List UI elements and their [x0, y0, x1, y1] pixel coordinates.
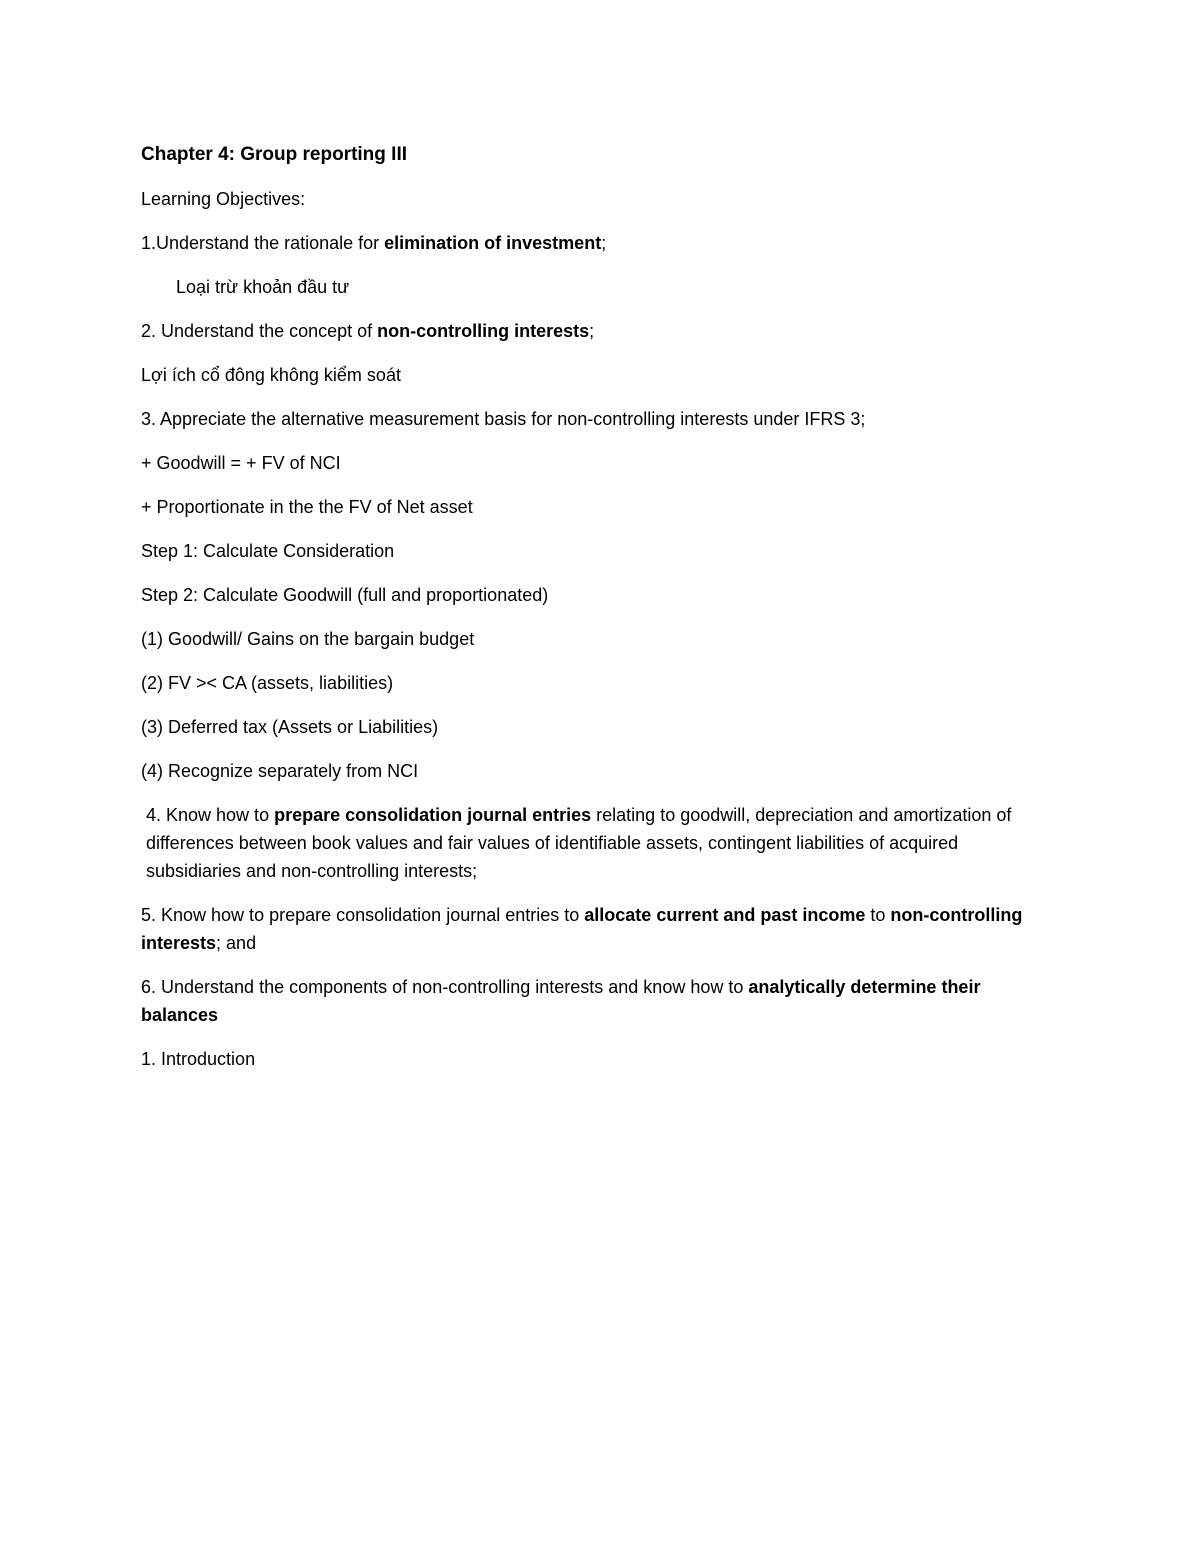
sub-item-1: (1) Goodwill/ Gains on the bargain budget: [141, 629, 475, 649]
bullet-proportionate: + Proportionate in the the FV of Net asset: [141, 497, 473, 517]
objective-5-bold-1: allocate current and past income: [584, 905, 866, 925]
chapter-title: Chapter 4: Group reporting III: [141, 144, 408, 165]
objective-1-suffix: ;: [601, 233, 607, 253]
step-1: Step 1: Calculate Consideration: [141, 541, 395, 561]
objective-5-suffix: ; and: [216, 933, 257, 953]
sub-item-4: (4) Recognize separately from NCI: [141, 761, 419, 781]
bullet-goodwill: + Goodwill = + FV of NCI: [141, 453, 341, 473]
objective-2-prefix: 2. Understand the concept of: [141, 321, 378, 341]
section-introduction: 1. Introduction: [141, 1049, 256, 1069]
objective-5: [141, 901, 1041, 957]
objective-2-suffix: ;: [589, 321, 595, 341]
objective-2-bold: non-controlling interests: [377, 321, 590, 341]
objective-2-vietnamese: Lợi ích cổ đông không kiểm soát: [141, 365, 401, 385]
objective-1-bold: elimination of investment: [384, 233, 602, 253]
learning-objectives-label: Learning Objectives:: [141, 189, 306, 209]
objective-1: [141, 229, 1041, 257]
objective-1-prefix: 1.Understand the rationale for: [141, 233, 385, 253]
sub-item-2: (2) FV >< CA (assets, liabilities): [141, 673, 394, 693]
objective-6-prefix: 6. Understand the components of non-controlling interests and know how to: [141, 977, 749, 997]
objective-2: [141, 317, 1041, 345]
objective-4-bold: prepare consolidation journal entries: [274, 805, 592, 825]
objective-6-bold: analytically determine their balances: [141, 977, 981, 1025]
sub-item-3: (3) Deferred tax (Assets or Liabilities): [141, 717, 439, 737]
document-body: [141, 141, 1041, 1089]
objective-5-bold-2: non-controlling interests: [141, 905, 1023, 953]
objective-6: [141, 973, 1041, 1029]
objective-4: [141, 801, 1041, 885]
objective-5-prefix: 5. Know how to prepare consolidation journal entries to: [141, 905, 585, 925]
objective-4-suffix: relating to goodwill, depreciation and amortization of differences between book values and fair values of identifiable assets, contingent liabilities of acquired subsidiaries and non-controlling interests;: [146, 805, 1012, 881]
objective-3: 3. Appreciate the alternative measurement basis for non-controlling interests under IFRS 3;: [141, 409, 866, 429]
objective-1-vietnamese: Loại trừ khoản đầu tư: [176, 277, 350, 297]
objective-5-middle: to: [865, 905, 891, 925]
objective-4-prefix: 4. Know how to: [146, 805, 275, 825]
step-2: Step 2: Calculate Goodwill (full and proportionated): [141, 585, 549, 605]
